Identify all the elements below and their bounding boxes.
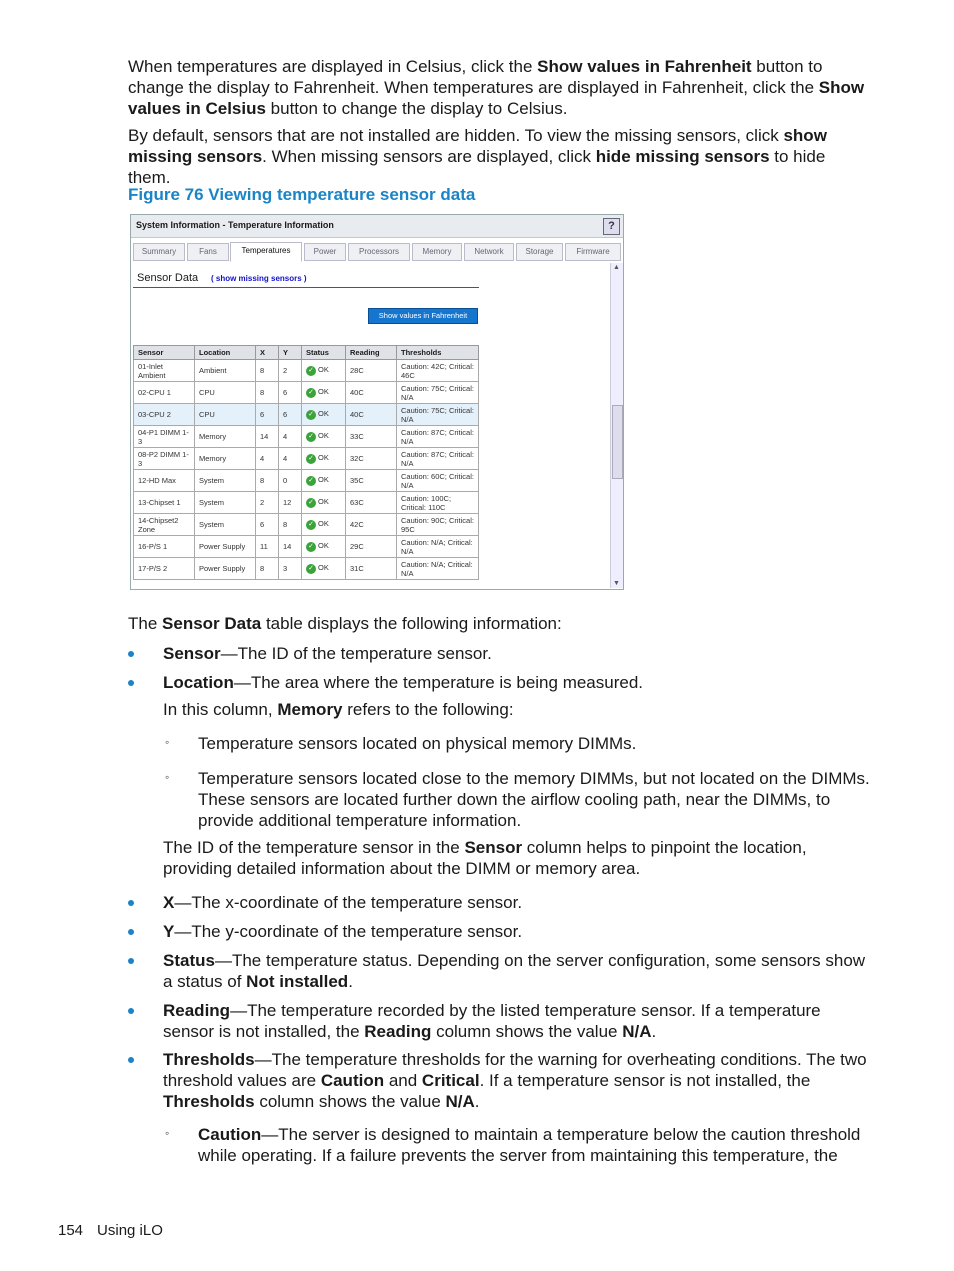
tab-processors[interactable]: Processors (348, 243, 410, 261)
table-cell (256, 404, 279, 426)
ok-status-icon: ✓ (306, 476, 316, 486)
cell-text: OK (318, 365, 329, 375)
table-cell (302, 360, 346, 382)
table-cell (346, 426, 397, 448)
table-row (134, 360, 479, 382)
text: —The temperature status. Depending on the server configuration, some sensors show a status of (163, 951, 866, 991)
table-cell (195, 360, 256, 382)
cell-text: OK (318, 387, 329, 397)
text: . (474, 1092, 480, 1111)
cell-text: 8 (260, 366, 265, 375)
intro-paragraph-1 (128, 56, 870, 119)
table-cell (134, 448, 195, 470)
cell-text: 0 (283, 476, 288, 485)
bullet-icon (128, 651, 134, 657)
text: When temperatures are displayed in Celsius, click the (128, 57, 538, 76)
table-cell (279, 404, 302, 426)
text: —The y-coordinate of the temperature sensor. (174, 922, 523, 941)
table-cell (346, 404, 397, 426)
cell-text: Caution: 75C; Critical: N/A (401, 383, 474, 402)
id-note (163, 837, 870, 879)
sensor-data-lead (128, 613, 870, 634)
table-cell (302, 492, 346, 514)
cell-text: 6 (283, 388, 288, 397)
table-row (134, 426, 479, 448)
table-cell (302, 470, 346, 492)
text: —The area where the temperature is being measured. (233, 673, 644, 692)
table-cell (302, 514, 346, 536)
table-cell (256, 360, 279, 382)
cell-text: 8 (260, 564, 265, 573)
table-cell (195, 558, 256, 580)
sensor-data-header (133, 269, 479, 288)
cell-text: 14-Chipset2 Zone (138, 515, 179, 534)
table-cell (346, 558, 397, 580)
cell-text: Caution: N/A; Critical: N/A (401, 559, 473, 578)
cell-text: 17-P/S 2 (138, 564, 168, 573)
tab-network[interactable]: Network (464, 243, 514, 261)
bold-text: Not installed (246, 972, 349, 991)
ok-status-icon: ✓ (306, 520, 316, 530)
table-cell (256, 558, 279, 580)
cell-text: 8 (260, 476, 265, 485)
text: button to change the display to Celsius. (265, 99, 568, 118)
cell-text: 13-Chipset 1 (138, 498, 181, 507)
table-row (134, 558, 479, 580)
column-header[interactable]: Sensor (134, 346, 195, 360)
table-cell (279, 360, 302, 382)
scrollbar[interactable] (610, 263, 623, 588)
text: table displays the following information: (261, 614, 562, 633)
cell-text: 29C (350, 542, 364, 551)
sub-bullet-icon: ◦ (165, 770, 170, 784)
cell-text: Caution: 42C; Critical: 46C (401, 361, 474, 380)
table-cell (397, 470, 479, 492)
ok-status-icon: ✓ (306, 366, 316, 376)
cell-text: 01-Inlet Ambient (138, 361, 166, 380)
table-row (134, 470, 479, 492)
scroll-down-icon[interactable]: ▼ (613, 580, 620, 587)
bold-text: hide missing sensors (595, 147, 770, 166)
table-cell (195, 514, 256, 536)
table-cell (134, 426, 195, 448)
cell-text: 8 (260, 388, 265, 397)
cell-text: CPU (199, 388, 215, 397)
ok-status-icon: ✓ (306, 564, 316, 574)
bold-text: Memory (277, 700, 343, 719)
table-cell (397, 558, 479, 580)
text: column shows the value (254, 1092, 446, 1111)
text: —The ID of the temperature sensor. (220, 644, 492, 663)
bullet-icon (128, 900, 134, 906)
text: In this column, (163, 700, 278, 719)
table-cell (397, 448, 479, 470)
scroll-up-icon[interactable]: ▲ (613, 264, 620, 271)
window-titlebar (131, 215, 623, 238)
table-cell (256, 382, 279, 404)
cell-text: Memory (199, 454, 227, 463)
bold-text: Thresholds (163, 1092, 255, 1111)
table-cell (302, 404, 346, 426)
table-cell (346, 492, 397, 514)
text: —The temperature recorded by the listed temperature sensor. If a temperature sensor is not installed, the (163, 1001, 821, 1041)
cell-text: 6 (260, 520, 265, 529)
text: . When missing sensors are displayed, click (262, 147, 596, 166)
bold-text: X (163, 893, 175, 912)
page-number: 154 (58, 1222, 84, 1239)
bullet-icon (128, 958, 134, 964)
table-cell (279, 514, 302, 536)
cell-text: 04-P1 DIMM 1-3 (138, 427, 189, 446)
column-header[interactable]: Y (279, 346, 302, 360)
table-cell (346, 382, 397, 404)
table-row (134, 448, 479, 470)
cell-text: CPU (199, 410, 215, 419)
bold-text: Sensor (464, 838, 523, 857)
cell-text: 28C (350, 366, 364, 375)
table-cell (134, 404, 195, 426)
table-cell (279, 426, 302, 448)
cell-text: Power Supply (199, 542, 246, 551)
table-cell (397, 426, 479, 448)
list-item-y (163, 921, 870, 942)
table-cell (195, 382, 256, 404)
cell-text: Caution: 90C; Critical: 95C (401, 515, 474, 534)
sub-item-caution (198, 1124, 870, 1166)
figure-caption: Figure 76 Viewing temperature sensor data (128, 185, 476, 204)
bold-text: Y (163, 922, 175, 941)
cell-text: 12-HD Max (138, 476, 176, 485)
cell-text: System (199, 520, 225, 529)
column-header[interactable]: Thresholds (397, 346, 479, 360)
cell-text: 40C (350, 410, 364, 419)
cell-text: Caution: N/A; Critical: N/A (401, 537, 473, 556)
table-cell (256, 492, 279, 514)
ilo-screenshot (130, 214, 624, 590)
memory-note (163, 699, 870, 720)
table-row (134, 404, 479, 426)
cell-text: OK (318, 409, 329, 419)
cell-text: Caution: 60C; Critical: N/A (401, 471, 474, 490)
bullet-icon (128, 1008, 134, 1014)
sub-item-1: Temperature sensors located on physical memory DIMMs. (198, 734, 637, 753)
bold-text: Sensor Data (162, 614, 262, 633)
list-item-location (163, 672, 870, 693)
text: . If a temperature sensor is not installed, the (479, 1071, 811, 1090)
cell-text: 6 (283, 410, 288, 419)
list-item-sensor (163, 643, 870, 664)
tab-temperatures[interactable]: Temperatures (230, 242, 302, 262)
tab-memory[interactable]: Memory (412, 243, 462, 261)
section-name: Using iLO (97, 1222, 163, 1239)
show-fahrenheit-button[interactable]: Show values in Fahrenheit (368, 308, 478, 324)
table-cell (279, 536, 302, 558)
table-cell (256, 448, 279, 470)
text: The (128, 614, 163, 633)
cell-text: System (199, 476, 225, 485)
text: —The temperature thresholds for the warning for overheating conditions. The two threshold values are (163, 1050, 867, 1090)
table-cell (397, 536, 479, 558)
table-cell (397, 382, 479, 404)
cell-text: 2 (260, 498, 265, 507)
cell-text: 14 (260, 432, 269, 441)
bold-text: Caution (198, 1125, 262, 1144)
cell-text: Caution: 87C; Critical: N/A (401, 449, 474, 468)
table-row (134, 536, 479, 558)
bullet-icon (128, 1057, 134, 1063)
ok-status-icon: ✓ (306, 542, 316, 552)
bold-text: Location (163, 673, 234, 692)
text: refers to the following: (342, 700, 514, 719)
table-cell (397, 492, 479, 514)
text: —The server is designed to maintain a temperature below the caution threshold while operating. If a failure prevents the server from maintaining this temperature, the (198, 1125, 861, 1165)
text: to hide them. (128, 147, 826, 187)
cell-text: 33C (350, 432, 364, 441)
intro-paragraph-2 (128, 125, 870, 188)
table-cell (397, 360, 479, 382)
bold-text: N/A (622, 1022, 652, 1041)
bold-text: show missing sensors (128, 126, 827, 166)
sensor-table (133, 345, 479, 580)
cell-text: OK (318, 519, 329, 529)
column-header[interactable]: Status (302, 346, 346, 360)
list-item-reading (163, 1000, 870, 1042)
bold-text: Status (163, 951, 215, 970)
cell-text: 12 (283, 498, 292, 507)
table-row (134, 514, 479, 536)
table-cell (302, 426, 346, 448)
ok-status-icon: ✓ (306, 410, 316, 420)
cell-text: 03-CPU 2 (138, 410, 171, 419)
table-cell (279, 470, 302, 492)
bullet-icon (128, 929, 134, 935)
bold-text: Reading (364, 1022, 432, 1041)
table-cell (279, 492, 302, 514)
bold-text: Show values in Fahrenheit (537, 57, 752, 76)
table-cell (256, 514, 279, 536)
text: button to change the display to Fahrenheit. When temperatures are displayed in Fahrenheit, click the (128, 57, 823, 97)
cell-text: 4 (283, 454, 288, 463)
ok-status-icon: ✓ (306, 454, 316, 464)
cell-text: OK (318, 453, 329, 463)
cell-text: 31C (350, 564, 364, 573)
cell-text: Caution: 75C; Critical: N/A (401, 405, 474, 424)
column-header[interactable]: Location (195, 346, 256, 360)
cell-text: OK (318, 497, 329, 507)
table-cell (302, 558, 346, 580)
cell-text: 40C (350, 388, 364, 397)
ok-status-icon: ✓ (306, 498, 316, 508)
table-cell (195, 448, 256, 470)
bold-text: Critical (421, 1071, 480, 1090)
tab-summary[interactable]: Summary (133, 243, 185, 261)
bullet-icon (128, 680, 134, 686)
cell-text: 8 (283, 520, 288, 529)
cell-text: OK (318, 431, 329, 441)
cell-text: Ambient (199, 366, 227, 375)
table-cell (397, 404, 479, 426)
sub-bullet-icon: ◦ (165, 1126, 170, 1140)
table-cell (256, 536, 279, 558)
tab-storage[interactable]: Storage (516, 243, 563, 261)
cell-text: 08-P2 DIMM 1-3 (138, 449, 189, 468)
table-cell (346, 514, 397, 536)
cell-text: 42C (350, 520, 364, 529)
column-header[interactable]: X (256, 346, 279, 360)
tab-power[interactable]: Power (304, 243, 346, 261)
table-cell (346, 360, 397, 382)
cell-text: OK (318, 541, 329, 551)
cell-text: 63C (350, 498, 364, 507)
table-row (134, 492, 479, 514)
cell-text: 3 (283, 564, 288, 573)
table-cell (134, 382, 195, 404)
table-cell (134, 558, 195, 580)
bold-text: Sensor (163, 644, 221, 663)
cell-text: 4 (283, 432, 288, 441)
sensor-table-body (134, 360, 479, 580)
text: —The x-coordinate of the temperature sensor. (174, 893, 523, 912)
bold-text: Reading (163, 1001, 231, 1020)
bold-text: Caution (320, 1071, 385, 1090)
text: By default, sensors that are not installed are hidden. To view the missing sensors, click (128, 126, 784, 145)
list-item-x (163, 892, 870, 913)
ok-status-icon: ✓ (306, 432, 316, 442)
help-icon[interactable]: ? (603, 218, 620, 235)
section-title: Sensor Data (137, 272, 199, 284)
text: column helps to pinpoint the location, providing detailed information about the DIMM or memory area. (163, 838, 807, 878)
bold-text: Thresholds (163, 1050, 255, 1069)
column-header[interactable]: Reading (346, 346, 397, 360)
sub-item-2: Temperature sensors located close to the memory DIMMs, but not located on the DIMMs. These sensors are located further down the airflow cooling path, near the DIMMs, to provide additional temperature information. (198, 769, 870, 830)
cell-text: Memory (199, 432, 227, 441)
cell-text: 16-P/S 1 (138, 542, 168, 551)
table-cell (195, 492, 256, 514)
list-item-thresholds (163, 1049, 870, 1112)
table-cell (195, 404, 256, 426)
cell-text: 11 (260, 542, 268, 551)
table-cell (279, 558, 302, 580)
text: . (348, 972, 353, 991)
table-cell (134, 492, 195, 514)
text: column shows the value (431, 1022, 623, 1041)
table-cell (397, 514, 479, 536)
table-cell (256, 470, 279, 492)
table-cell (134, 514, 195, 536)
scroll-thumb[interactable] (612, 405, 623, 479)
table-cell (302, 536, 346, 558)
bold-text: N/A (445, 1092, 475, 1111)
cell-text: 14 (283, 542, 292, 551)
bold-text: Show values in Celsius (128, 78, 865, 118)
table-cell (195, 426, 256, 448)
sub-bullet-icon: ◦ (165, 735, 170, 749)
cell-text: OK (318, 563, 329, 573)
table-cell (195, 536, 256, 558)
table-cell (134, 536, 195, 558)
cell-text: 35C (350, 476, 364, 485)
table-cell (279, 448, 302, 470)
cell-text: Caution: 100C; Critical: 110C (401, 493, 452, 512)
table-cell (302, 448, 346, 470)
window-title: System Information - Temperature Information (136, 220, 334, 230)
page-footer (58, 1222, 177, 1239)
text: and (384, 1071, 422, 1090)
cell-text: Power Supply (199, 564, 246, 573)
text: . (651, 1022, 657, 1041)
table-cell (346, 470, 397, 492)
table-row (134, 382, 479, 404)
cell-text: 02-CPU 1 (138, 388, 171, 397)
cell-text: 4 (260, 454, 265, 463)
table-cell (302, 382, 346, 404)
table-cell (256, 426, 279, 448)
tab-fans[interactable]: Fans (187, 243, 229, 261)
cell-text: 32C (350, 454, 364, 463)
cell-text: 6 (260, 410, 265, 419)
table-cell (279, 382, 302, 404)
table-cell (195, 470, 256, 492)
table-cell (134, 360, 195, 382)
show-missing-sensors-link[interactable]: ( show missing sensors ) (211, 274, 307, 283)
list-item-status (163, 950, 870, 992)
table-cell (346, 536, 397, 558)
table-cell (346, 448, 397, 470)
text: The ID of the temperature sensor in the (163, 838, 465, 857)
cell-text: System (199, 498, 225, 507)
ok-status-icon: ✓ (306, 388, 316, 398)
cell-text: 2 (283, 366, 288, 375)
table-header-row (134, 346, 479, 360)
table-cell (134, 470, 195, 492)
tab-firmware[interactable]: Firmware (565, 243, 621, 261)
cell-text: OK (318, 475, 329, 485)
cell-text: Caution: 87C; Critical: N/A (401, 427, 474, 446)
